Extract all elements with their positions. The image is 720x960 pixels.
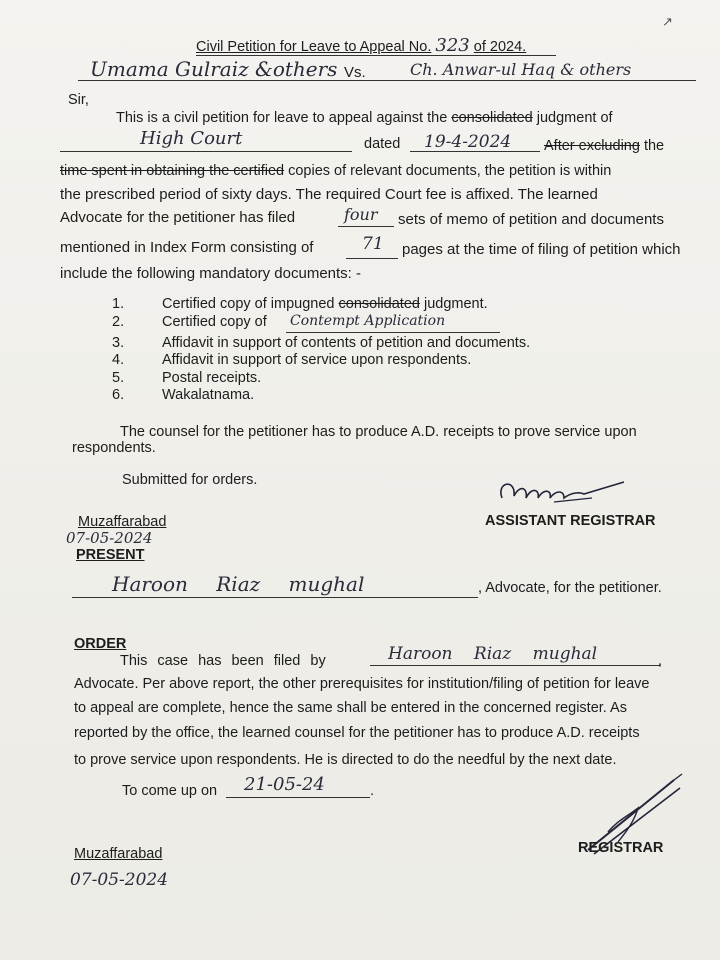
report-line-1: This is a civil petition for leave to appeal against the consolidated judgment of bbox=[116, 110, 613, 126]
place-2: Muzaffarabad bbox=[74, 846, 163, 862]
list-item: Affidavit in support of contents of petition and documents. bbox=[162, 335, 531, 351]
report-line-5-b: sets of memo of petition and documents bbox=[398, 211, 664, 228]
submitted-note: Submitted for orders. bbox=[122, 472, 258, 488]
order-line-3: to appeal are complete, hence the same shall be entered in the concerned register. As bbox=[74, 700, 627, 716]
petition-title: Civil Petition for Leave to Appeal No. 323 of 2024. bbox=[196, 35, 527, 56]
assistant-registrar-signature bbox=[494, 472, 634, 512]
list-item: Wakalatnama. bbox=[162, 387, 255, 403]
report-line-4: the prescribed period of sixty days. The required Court fee is affixed. The learned bbox=[60, 186, 598, 203]
counsel-note-2: respondents. bbox=[72, 440, 156, 456]
order-line-1: This case has been filed by bbox=[120, 653, 326, 669]
report-line-2-end: After excluding the bbox=[544, 138, 665, 154]
date-2: 07-05-2024 bbox=[70, 870, 169, 890]
come-up-label: To come up on bbox=[122, 783, 218, 799]
counsel-note-1: The counsel for the petitioner has to produce A.D. receipts to prove service upon bbox=[120, 424, 637, 440]
salutation: Sir, bbox=[68, 92, 89, 108]
report-line-6-b: pages at the time of filing of petition which bbox=[402, 241, 681, 258]
petitioner-name: Umama Gulraiz &others bbox=[90, 57, 338, 81]
list-item: Affidavit in support of service upon respondents. bbox=[162, 352, 472, 368]
order-line-5: to prove service upon respondents. He is directed to do the needful by the next date. bbox=[74, 752, 617, 768]
document-page: ↗ Civil Petition for Leave to Appeal No. 323 of 2024. Umama Gulraiz &others Vs. Ch. Anwar-ul Haq & others Sir, This is a civil petition for leave to appeal against the consolidated judgment of High Court dated 19-4-2024 After excluding the time spent in obtaining the certified copies of relevant documents, the petition is within the prescribed period of sixty days. The required Court fee is affixed. The learned Advocate for the petitioner has filed four sets of memo of petition and documents mentioned in Index Form consisting of 71 pages at the time of filing of petition which include the following mandatory documents: - 1. Certified copy of impugned consolidated judgment. 2. Certified copy of Contempt Application 3. Affidavit in support of contents of petition and documents. 4. Affidavit in support of service upon respondents. 5. Postal receipts. 6. Wakalatnama. The counsel for the petitioner has to produce A.D. receipts to prove service upon respondents. Submitted for orders. ASSISTANT REGISTRAR Muzaffarabad 07-05-2024 PRESENT Haroon Riaz mughal , Advocate, for the petitioner. ORDER This case has been filed by Haroon Riaz mughal , Advocate. Per above report, the other prerequisites for institution/filing of petition for leave to appeal are complete, hence the same shall be entered in the concerned register. As reported by the office, the learned counsel for the petitioner has to produce A.D. receipts to prove service upon respondents. He is directed to do the needful by the next date. To come up on 21-05-24 . REGISTRAR Muzaffarabad 07-05-2024 bbox=[0, 0, 720, 960]
list-item: Certified copy of bbox=[162, 314, 267, 330]
report-line-5: Advocate for the petitioner has filed bbox=[60, 209, 296, 226]
place-1: Muzaffarabad bbox=[78, 514, 167, 530]
filed-by-name: Haroon Riaz mughal bbox=[388, 644, 598, 664]
assistant-registrar-title: ASSISTANT REGISTRAR bbox=[485, 513, 656, 529]
corner-mark: ↗ bbox=[662, 14, 673, 29]
report-line-3: time spent in obtaining the certified copies of relevant documents, the petition is within bbox=[60, 163, 612, 179]
list-item: Certified copy of impugned consolidated judgment. bbox=[162, 296, 488, 312]
report-line-7: include the following mandatory documents: - bbox=[60, 265, 361, 282]
certified-copy-item: Contempt Application bbox=[290, 313, 446, 329]
order-line-2: Advocate. Per above report, the other prerequisites for institution/filing of petition for leave bbox=[74, 676, 650, 692]
advocate-name: Haroon Riaz mughal bbox=[112, 572, 365, 596]
sets-count: four bbox=[344, 205, 378, 224]
court-name: High Court bbox=[140, 128, 243, 149]
date-1: 07-05-2024 bbox=[66, 529, 153, 547]
petition-number: 323 bbox=[435, 35, 470, 56]
order-line-4: reported by the office, the learned counsel for the petitioner has to produce A.D. receipts bbox=[74, 725, 640, 741]
report-line-6: mentioned in Index Form consisting of bbox=[60, 239, 314, 256]
advocate-role: , Advocate, for the petitioner. bbox=[478, 580, 662, 596]
present-label: PRESENT bbox=[76, 547, 145, 563]
list-item: Postal receipts. bbox=[162, 370, 262, 386]
respondent-name: Ch. Anwar-ul Haq & others bbox=[410, 60, 632, 79]
judgment-date: 19-4-2024 bbox=[424, 132, 512, 152]
pages-count: 71 bbox=[362, 234, 384, 254]
next-date: 21-05-24 bbox=[244, 774, 325, 795]
order-heading: ORDER bbox=[74, 636, 127, 652]
versus-label: Vs. bbox=[344, 64, 366, 81]
registrar-title: REGISTRAR bbox=[578, 840, 664, 856]
dated-label: dated bbox=[364, 136, 401, 152]
